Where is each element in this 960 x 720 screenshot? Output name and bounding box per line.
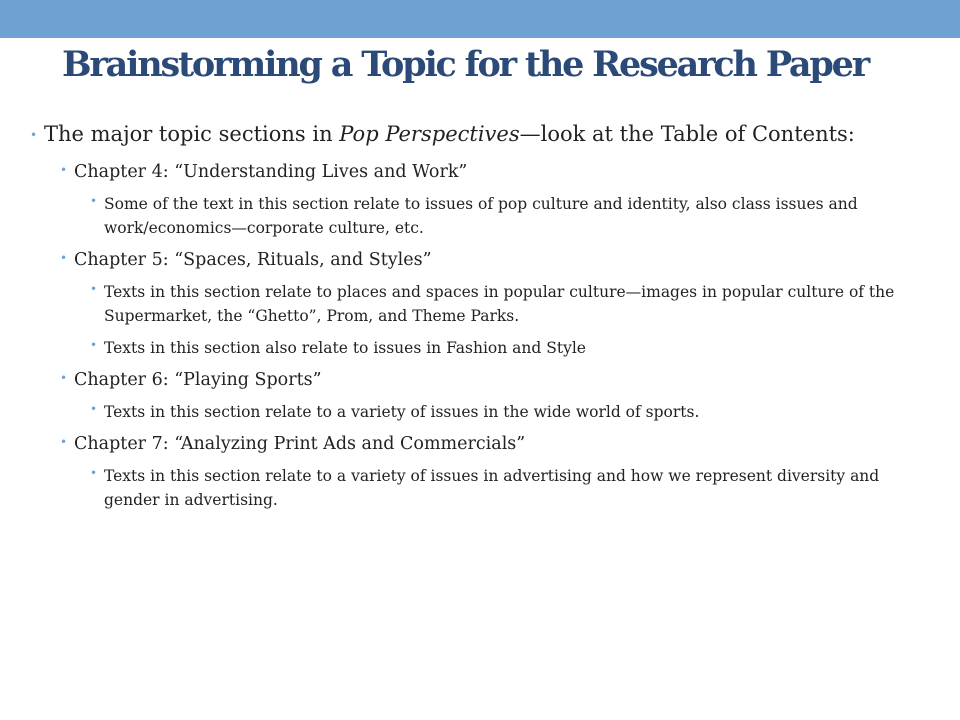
chapter-item xyxy=(60,432,930,456)
intro-prefix: The major topic sections in xyxy=(44,122,340,146)
intro-suffix: —look at the Table of Contents: xyxy=(519,122,855,146)
chapter-item xyxy=(60,368,930,392)
bullet-icon: • xyxy=(90,194,98,208)
chapter-point xyxy=(90,280,930,328)
bullet-icon: • xyxy=(60,435,68,449)
bullet-icon: • xyxy=(60,163,68,177)
bullet-icon: • xyxy=(60,371,68,385)
chapter-point-text: Some of the text in this section relate to issues of pop culture and identity, also class issues and work/economics—corporate culture, etc. xyxy=(104,195,858,237)
bullet-icon: • xyxy=(30,128,38,142)
header-accent-bar xyxy=(0,0,960,38)
chapter-point xyxy=(90,192,930,240)
bullet-icon: • xyxy=(90,402,98,416)
intro-bullet-item xyxy=(30,118,930,150)
chapter-point-text: Texts in this section also relate to issues in Fashion and Style xyxy=(104,339,586,357)
chapter-point xyxy=(90,400,930,424)
slide-title: Brainstorming a Topic for the Research Paper xyxy=(62,44,868,85)
chapter-heading: Chapter 4: “Understanding Lives and Work” xyxy=(74,162,468,182)
bullet-icon: • xyxy=(90,466,98,480)
book-title: Pop Perspectives xyxy=(339,122,520,146)
chapter-point xyxy=(90,336,930,360)
chapter-heading: Chapter 7: “Analyzing Print Ads and Commercials” xyxy=(74,434,526,454)
bullet-icon: • xyxy=(60,251,68,265)
chapter-point-text: Texts in this section relate to a variety of issues in advertising and how we represent diversity and gender in advertising. xyxy=(104,467,880,509)
chapter-point-text: Texts in this section relate to places and spaces in popular culture—images in popular culture of the Supermarket, the “Ghetto”, Prom, and Theme Parks. xyxy=(104,283,895,325)
chapter-item xyxy=(60,160,930,184)
chapter-heading: Chapter 6: “Playing Sports” xyxy=(74,370,322,390)
slide-content xyxy=(30,118,930,516)
chapter-point xyxy=(90,464,930,512)
bullet-icon: • xyxy=(90,338,98,352)
bullet-icon: • xyxy=(90,282,98,296)
chapter-point-text: Texts in this section relate to a variety of issues in the wide world of sports. xyxy=(104,403,700,421)
chapter-item xyxy=(60,248,930,272)
chapter-heading: Chapter 5: “Spaces, Rituals, and Styles” xyxy=(74,250,432,270)
